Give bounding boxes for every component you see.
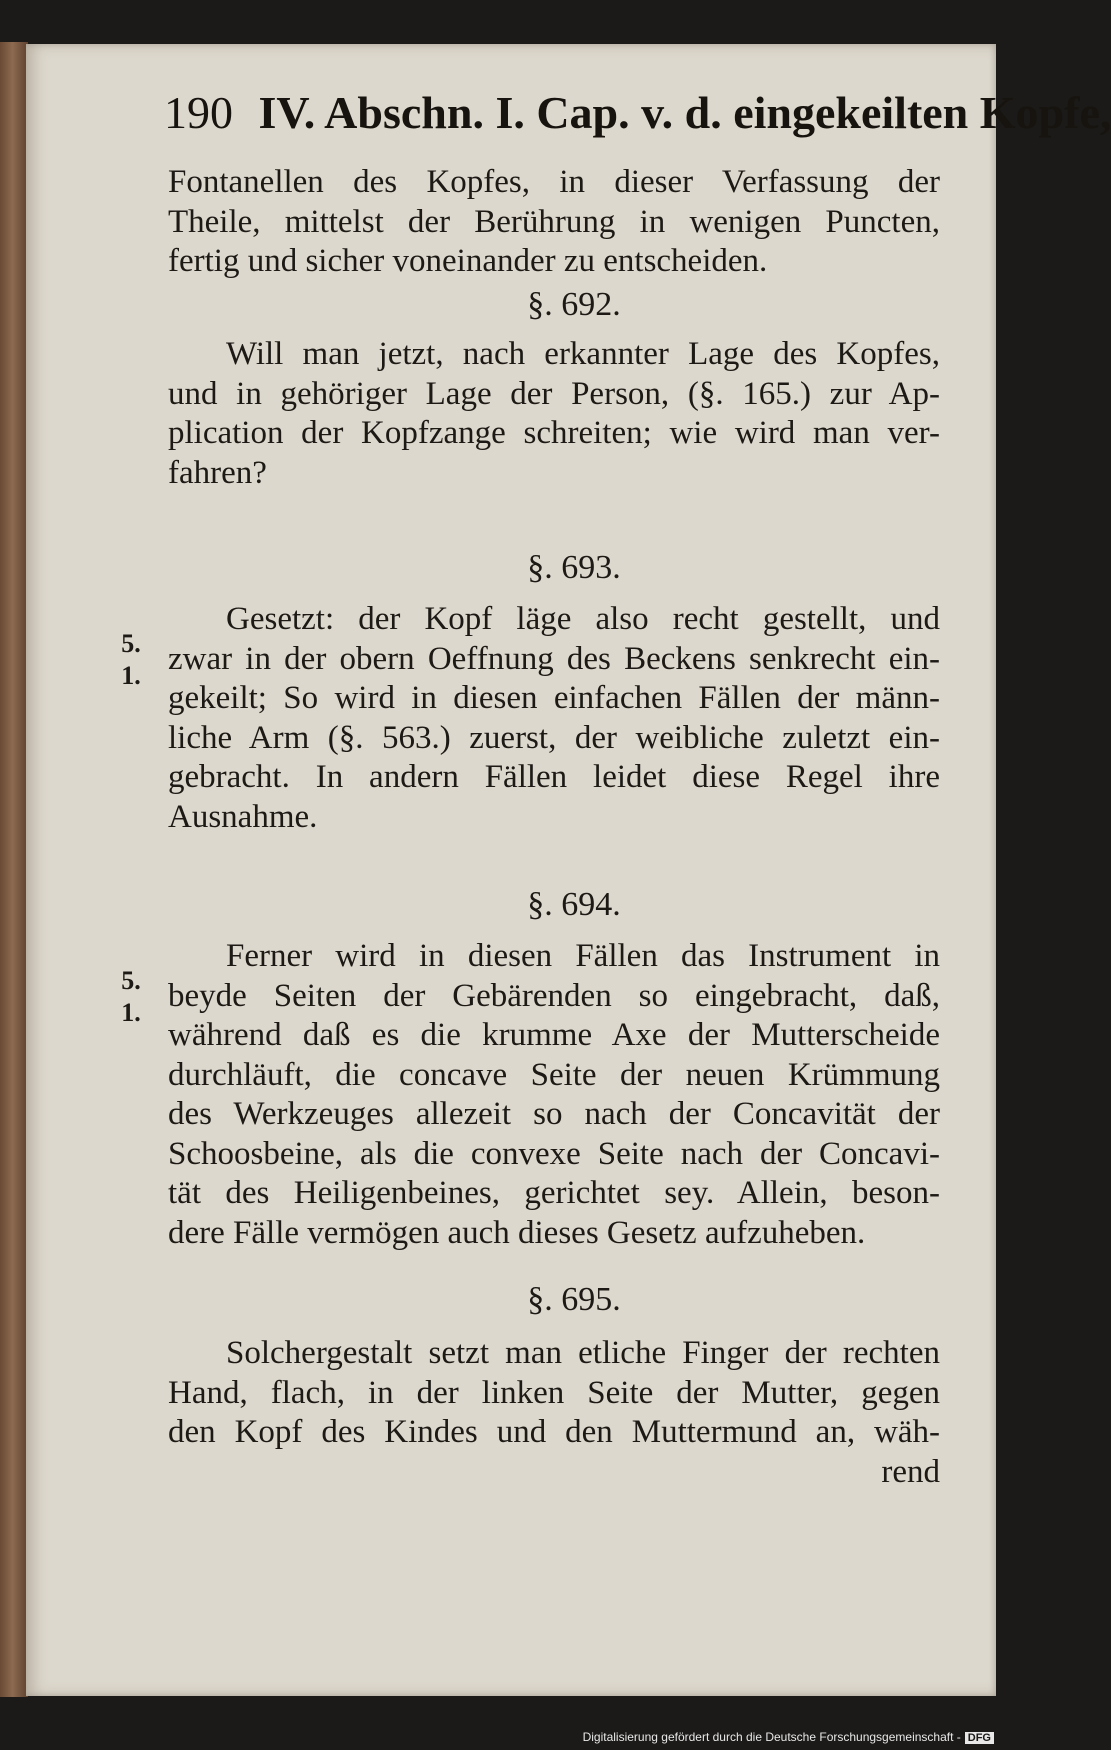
marginal-number: 1. [121,661,141,690]
text-line: Ausnahme. [168,798,318,835]
text-line: gebracht. In andern Fällen leidet diese Regel ihre [168,759,940,795]
running-header [164,86,1111,139]
text-line: gekeilt; So wird in diesen einfachen Fällen der männ- [168,680,940,716]
text-line: während daß es die krumme Axe der Mutterscheide [168,1017,940,1053]
text-line: beyde Seiten der Gebärenden so eingebracht, daß, [168,977,940,1014]
section-695 [168,1280,940,1492]
text-line: fertig und sicher voneinander zu entscheiden. [168,243,768,279]
text-line: Schoosbeine, als die convexe Seite nach der Concavi- [168,1135,940,1172]
dfg-logo: DFG [965,1732,994,1744]
running-title: IV. Abschn. I. Cap. v. d. eingekeilten Kopfe, [258,87,1111,138]
page-number: 190 [164,87,233,138]
digitization-credit [583,1730,994,1744]
text-line: Gesetzt: der Kopf läge also recht gestellt, und [226,601,940,637]
marginal-number: 5. [121,966,141,995]
section-694 [168,885,940,1253]
intro-paragraph [168,163,940,282]
text-line: Hand, flach, in der linken Seite der Mutter, gegen [168,1374,940,1411]
section-693 [168,548,940,837]
catchword: rend [881,1453,940,1490]
credit-text: Digitalisierung gefördert durch die Deutsche Forschungsgemeinschaft - [582,1730,961,1744]
book-binding-edge [0,42,28,1697]
text-line: tät des Heiligenbeines, gerichtet sey. Allein, beson- [168,1175,940,1211]
text-line: Fontanellen des Kopfes, in dieser Verfassung der [168,164,940,200]
text-line: plication der Kopfzange schreiten; wie wird man ver- [168,415,940,451]
text-line: Will man jetzt, nach erkannter Lage des Kopfes, [226,336,940,372]
text-line: und in gehöriger Lage der Person, (§. 165.) zur Ap- [168,375,940,412]
marginal-number: 1. [121,998,141,1027]
text-line: durchläuft, die concave Seite der neuen Krümmung [168,1056,940,1093]
text-line: zwar in der obern Oeffnung des Beckens senkrecht ein- [168,640,940,677]
section-692 [168,285,940,493]
marginal-number: 5. [121,629,141,658]
text-line: Solchergestalt setzt man etliche Finger der rechten [226,1335,940,1371]
section-heading: §. 692. [527,286,621,323]
text-line: Theile, mittelst der Berührung in wenigen Puncten, [168,203,940,240]
section-heading: §. 693. [527,549,621,586]
text-line: den Kopf des Kindes und den Muttermund an, wäh- [168,1414,940,1450]
section-heading: §. 694. [527,886,621,923]
section-heading: §. 695. [527,1281,621,1318]
marginal-note [120,628,142,692]
text-line: fahren? [168,454,267,491]
text-line: dere Fälle vermögen auch dieses Gesetz aufzuheben. [168,1214,866,1251]
text-line: Ferner wird in diesen Fällen das Instrument in [226,938,940,974]
text-line: des Werkzeuges allezeit so nach der Concavität der [168,1096,940,1132]
text-line: liche Arm (§. 563.) zuerst, der weibliche zuletzt ein- [168,719,940,756]
marginal-note [120,965,142,1029]
